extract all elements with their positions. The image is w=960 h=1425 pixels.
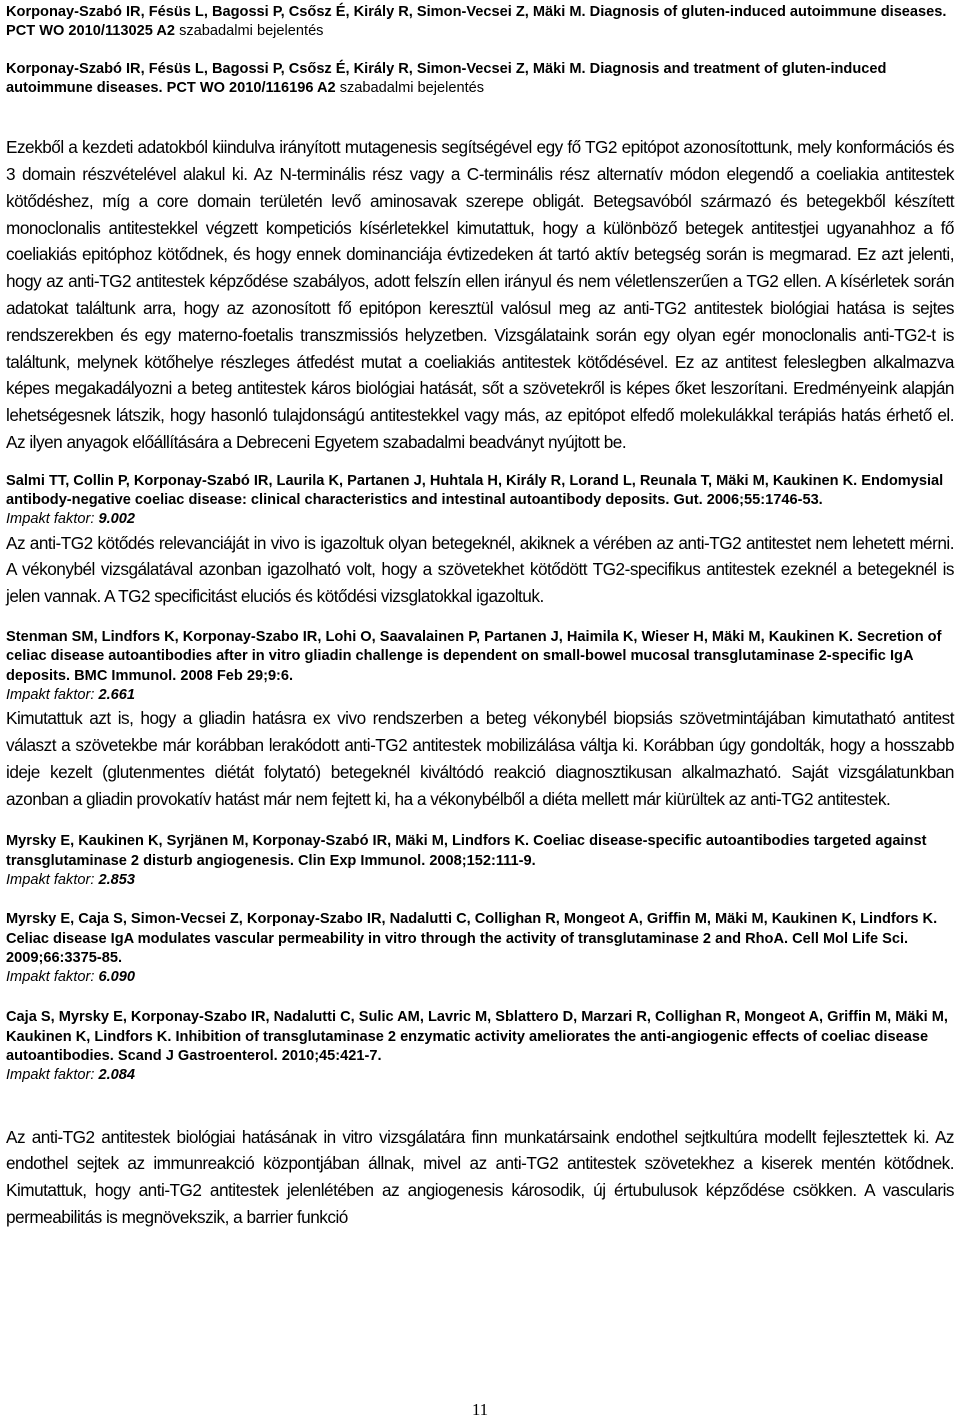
reference-entry: [6, 910, 954, 968]
reference-source: PCT WO 2010/116196 A2: [166, 79, 336, 96]
reference-entry: [6, 628, 954, 686]
impact-factor-label: Impakt faktor:: [6, 686, 95, 703]
reference-authors: Stenman SM, Lindfors K, Korponay-Szabo IR, Lohi O, Saavalainen P, Partanen J, Haimila K, Wieser H, Mäki M, Kaukinen K.: [6, 629, 854, 646]
reference-title: Endomysial antibody-negative coeliac disease: clinical characteristics and intestinal autoantibody deposits.: [6, 472, 944, 509]
impact-factor-line: [6, 871, 954, 890]
reference-source: Clin Exp Immunol. 2008;152:111-9.: [297, 852, 536, 869]
reference-note: szabadalmi bejelentés: [339, 79, 485, 96]
impact-factor-value: 6.090: [98, 969, 135, 986]
impact-factor-label: Impakt faktor:: [6, 872, 95, 888]
reference-source: BMC Immunol. 2008 Feb 29;9:6.: [74, 667, 294, 684]
impact-factor-line: [6, 510, 954, 529]
reference-title: Secretion of celiac disease autoantibodies after in vitro gliadin challenge is dependent on small-bowel mucosal transglutaminase 2-specific IgA deposits.: [6, 629, 942, 684]
reference-authors: Myrsky E, Caja S, Simon-Vecsei Z, Korponay-Szabo IR, Nadalutti C, Collighan R, Mongeot A, Griffin M, Mäki M, Kaukinen K, Lindfors K.: [6, 911, 938, 928]
reference-authors: Korponay-Szabó IR, Fésüs L, Bagossi P, Csősz É, Király R, Simon-Vecsei Z, Mäki M.: [6, 60, 586, 77]
reference-title: Celiac disease IgA modulates vascular permeability in vitro through the activity of transglutaminase 2 and RhoA.: [6, 930, 789, 947]
page-number: 11: [471, 1400, 489, 1419]
reference-entry: [6, 472, 954, 511]
body-paragraph: Az anti-TG2 antitestek biológiai hatásának in vitro vizsgálatára finn munkatársaink endothel sejtkultúra modellt fejlesztettek ki. Az endothel sejtek az immunreakció központjában állnak, mivel az anti-TG2 antitestek szövetekhez a kiserek mentén kötődnek. Kimutattuk, hogy anti-TG2 antitestek jelenlétében az angiogenesis károsodik, új értubulusok képződése csökken. A vascularis permeabilitás is megnövekszik, a barrier funkció: [6, 1126, 954, 1228]
body-paragraph: Ezekből a kezdeti adatokból kiindulva irányított mutagenesis segítségével egy fő TG2 epitópot azonosítottunk, mely konformációs és 3 domain részvételével alakul ki. Az N-terminális rész vagy a C-terminális rész alternatív módon elegendő a coeliakia antitestek kötődéshez, míg a core domain területén levő aminosavak szerepe obligát. Betegsavóból származó és betegekből készített monoclonalis antitestekkel végzett kompeticiós kísérletekkel kimutattuk, hogy a különböző betegek antitestjei ugyanahhoz a fő coeliakiás epitóphoz kötődnek, és hogy ennek dominanciája évtizedeken át tartó aktív betegség során is megmarad. Ez azt jelenti, hogy az anti-TG2 antitestek képződése szabályos, adott felszín ellen irányul és nem véletlenszerűen a TG2 ellen. A kísérletek során adatokat találtunk arra, hogy az azonosított fő epitópon keresztül valósul meg az anti-TG2 antitestek biológiai hatása is sejtes rendszerekben és egy materno-foetalis transzmissiós helyzetben. Vizsgálataink során egy olyan egér monoclonalis anti-TG2-t is találtunk, melynek kötőhelye részleges átfedést mutat a coeliakiás antitestek kötődésével. Ez az antitest feleslegben alkalmazva képes megakadályozni a beteg antitestek káros biológiai hatását, sőt a szövetekről is képes őket leszorítani. Eredményeink alapján lehetségesnek látszik, hogy hasonló tulajdonságú antitestekkel vagy más, az epitópot elfedő molekulákkal terápiás hatás érhető el. Az ilyen anyagok előállítására a Debreceni Egyetem szabadalmi beadványt nyújtott be.: [6, 137, 954, 452]
impact-factor-value: 2.661: [98, 686, 135, 703]
impact-factor-line: [6, 968, 954, 987]
reference-note: szabadalmi bejelentés: [179, 23, 324, 40]
reference-title: Coeliac disease-specific autoantibodies targeted against transglutaminase 2 disturb angiogenesis.: [6, 833, 927, 869]
reference-entry: [6, 832, 954, 871]
reference-source: Cell Mol Life Sci. 2009;66:3375-85.: [6, 930, 909, 966]
reference-authors: Caja S, Myrsky E, Korponay-Szabo IR, Nadalutti C, Sulic AM, Lavric M, Sblattero D, Marzari R, Collighan R, Mongeot A, Griffin M, Mäki M, Kaukinen K, Lindfors K.: [6, 1009, 948, 1045]
reference-title: Inhibition of transglutaminase 2 enzymatic activity ameliorates the anti-angiogenic effects of coeliac disease autoantibodies.: [6, 1028, 929, 1065]
impact-factor-line: [6, 1066, 954, 1085]
reference-source: Scand J Gastroenterol. 2010;45:421-7.: [117, 1048, 382, 1065]
body-paragraph: Az anti-TG2 kötődés relevanciáját in vivo is igazoltuk olyan betegeknél, akiknek a vérében az anti-TG2 antitestet nem lehetett mérni. A vékonybél vizsgálatával azonban igazolható volt, hogy a szövetekhet kötődött TG2-specifikus antitestek ezeknél a betegeknél is jelen vannak. A TG2 specificitást eluciós és kötődési vizsglatokkal igazoltuk.: [6, 532, 954, 607]
reference-authors: Korponay-Szabó IR, Fésüs L, Bagossi P, Csősz É, Király R, Simon-Vecsei Z, Mäki M.: [6, 4, 586, 20]
reference-authors: Myrsky E, Kaukinen K, Syrjänen M, Korponay-Szabó IR, Mäki M, Lindfors K.: [6, 833, 530, 850]
impact-factor-line: [6, 686, 954, 705]
reference-source: Gut. 2006;55:1746-53.: [673, 492, 823, 509]
reference-authors: Salmi TT, Collin P, Korponay-Szabó IR, Laurila K, Partanen J, Huhtala H, Király R, Lorand L, Reunala T, Mäki M, Kaukinen K.: [6, 472, 858, 489]
impact-factor-value: 2.084: [98, 1067, 135, 1084]
reference-patent-1: [6, 3, 954, 42]
body-paragraph: Kimutattuk azt is, hogy a gliadin hatásra ex vivo rendszerben a beteg vékonybél biopsiás szövetmintájában kimutatható antitest választ a szövetekbe már korábban lerakódott anti-TG2 antitestek mobilizálása váltja ki. Korábban úgy gondolták, hogy a hosszabb ideje kezelt (glutenmentes diétát folytató) betegeknél kiváltódó reakció diagnosztikusan alkalmazható. Saját vizsgálatunkban azonban a gliadin provokatív hatást már nem fejtett ki, ha a vékonybélből a diéta mellett már kiürültek az anti-TG2 antitestek.: [6, 708, 954, 809]
reference-source: PCT WO 2010/113025 A2: [6, 23, 176, 40]
document-page: [6, 0, 954, 1231]
reference-entry: [6, 1008, 954, 1066]
impact-factor-label: Impakt faktor:: [6, 1067, 95, 1084]
impact-factor-value: 2.853: [98, 872, 135, 888]
impact-factor-label: Impakt faktor:: [6, 511, 95, 528]
reference-title: Diagnosis and treatment of gluten-induced autoimmune diseases.: [6, 60, 887, 96]
impact-factor-label: Impakt faktor:: [6, 969, 95, 986]
reference-title: Diagnosis of gluten-induced autoimmune diseases.: [589, 4, 947, 20]
impact-factor-value: 9.002: [98, 511, 135, 528]
reference-patent-2: [6, 60, 954, 99]
